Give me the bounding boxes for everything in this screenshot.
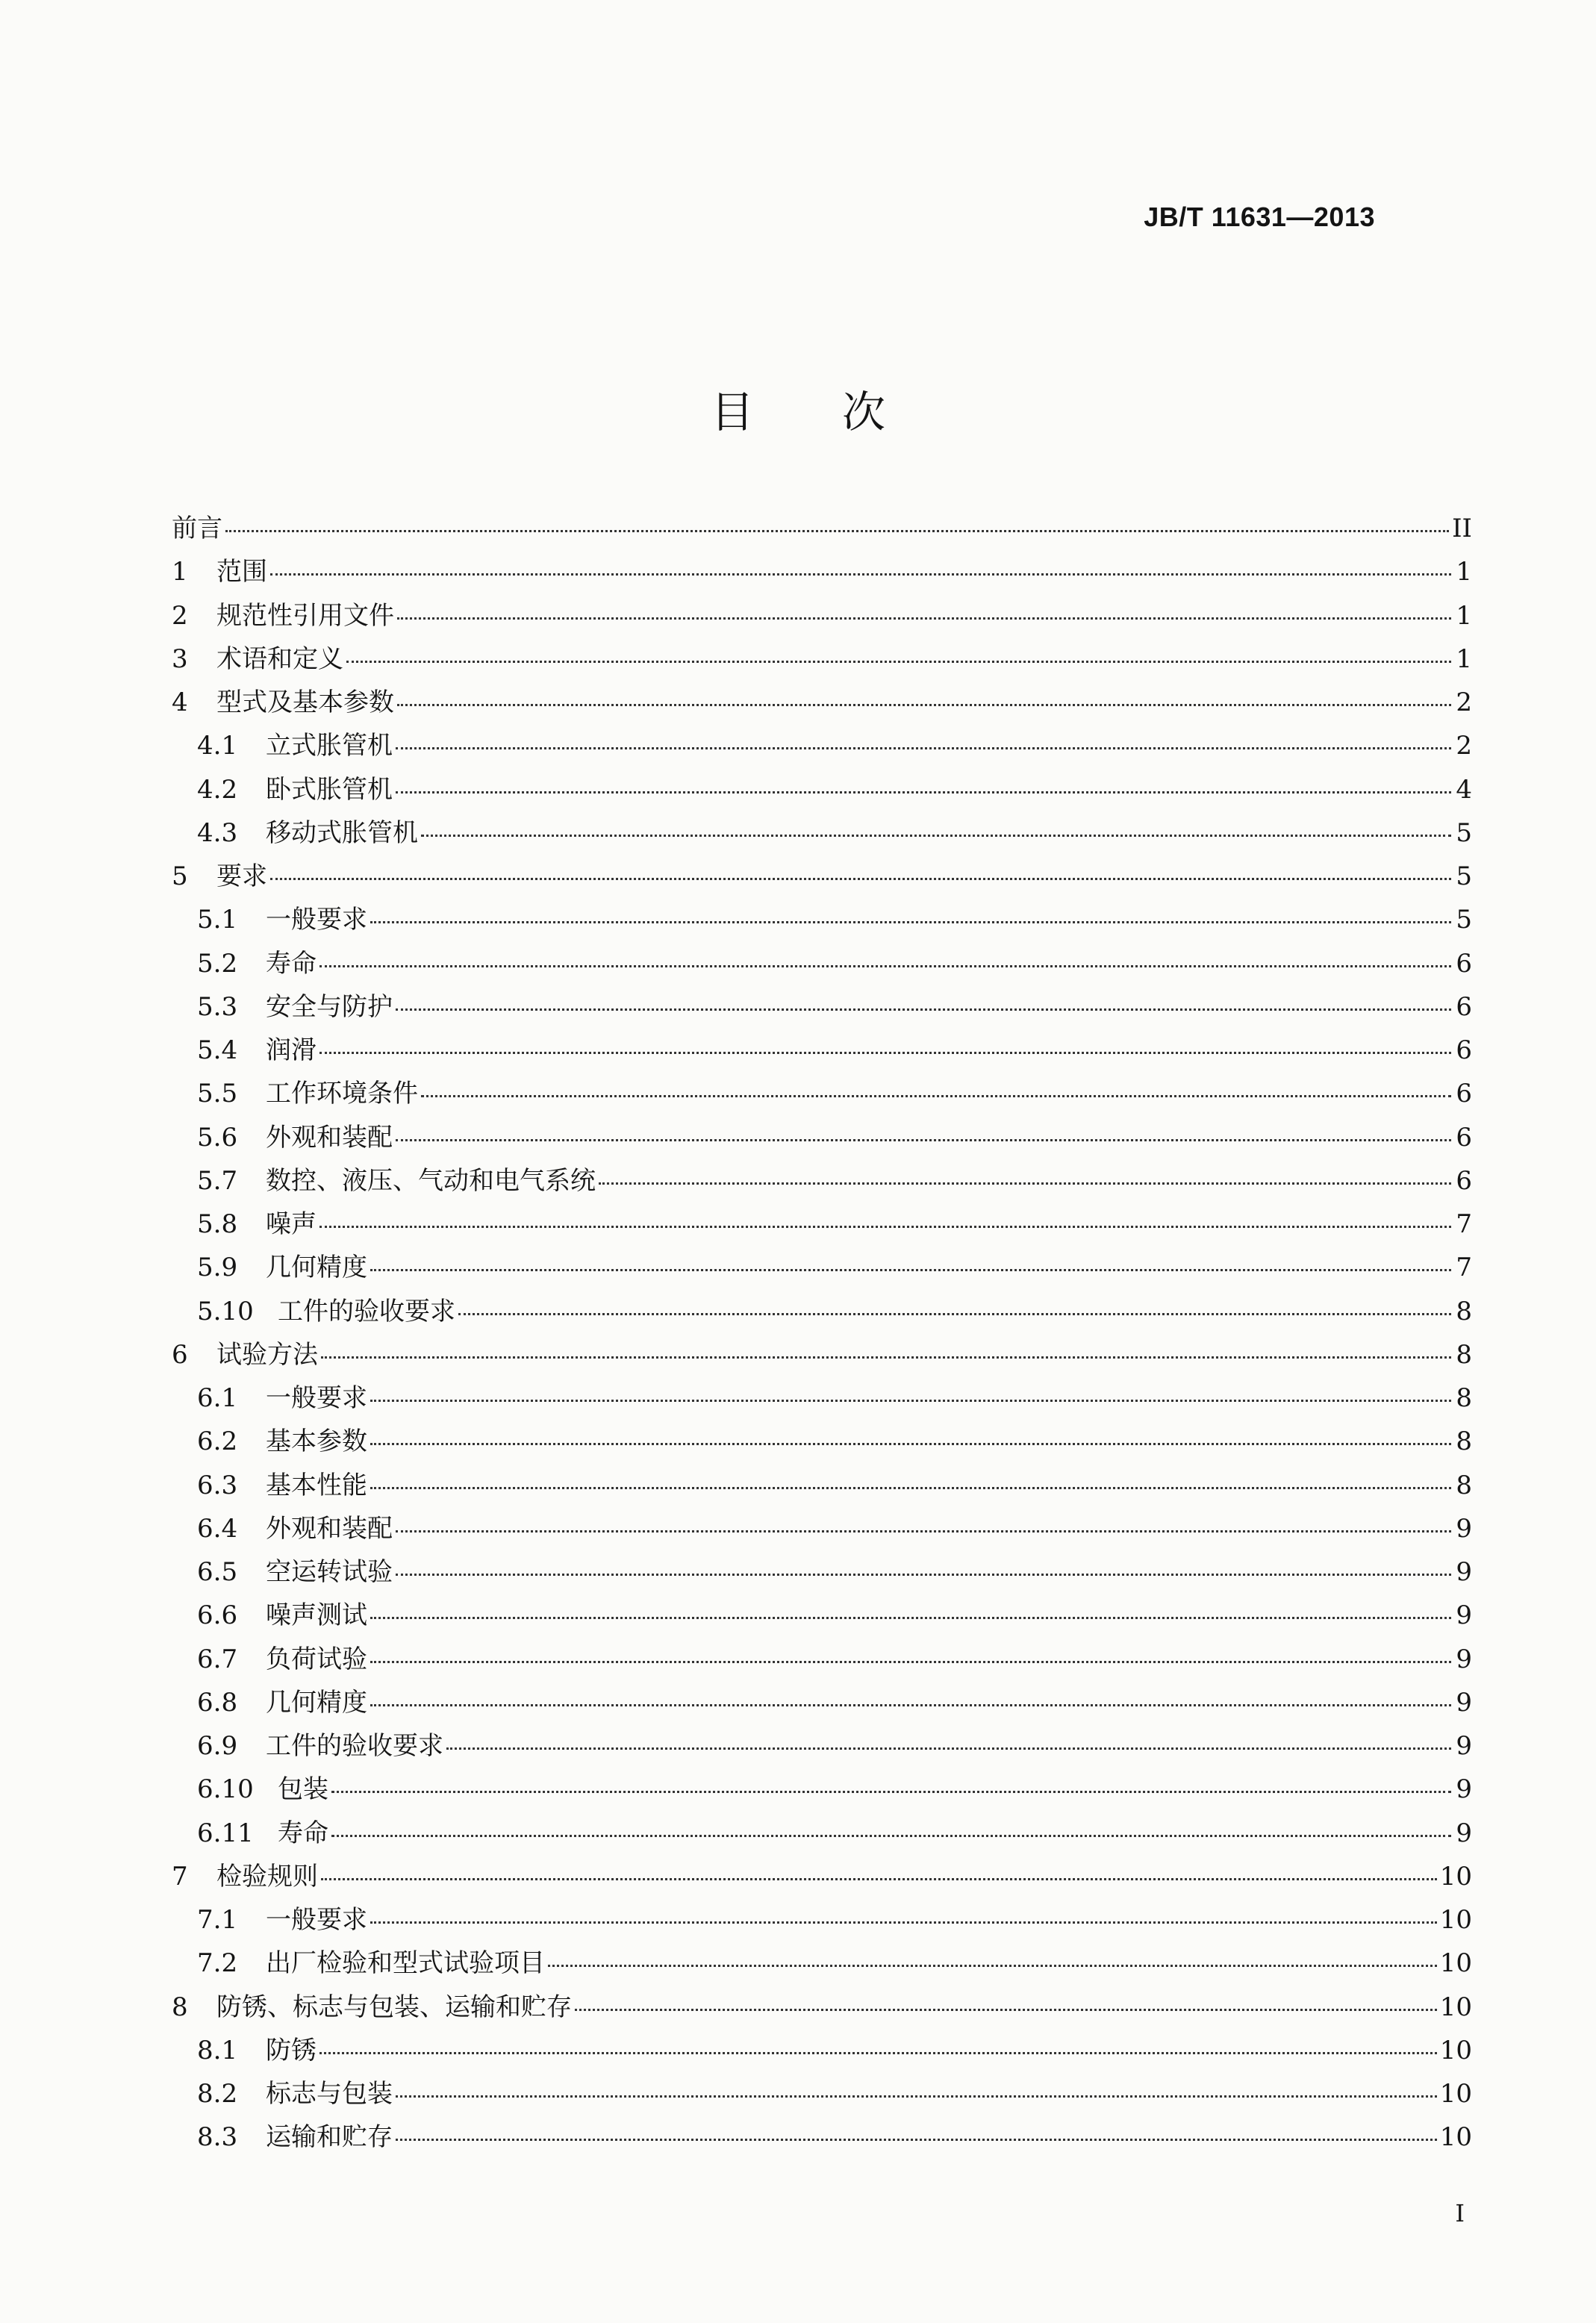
- toc-entry-title: 范围: [216, 557, 267, 587]
- dot-leader: [370, 1269, 1451, 1271]
- toc-entry-page: 10: [1439, 2035, 1472, 2065]
- toc-entry-number: 4.1: [197, 731, 238, 761]
- toc-entry-number: 6.5: [197, 1557, 238, 1587]
- dot-leader: [397, 704, 1451, 706]
- toc-entry-page: 8: [1456, 1383, 1472, 1413]
- toc-entry-number: 4.2: [197, 774, 238, 805]
- toc-entry-page: 2: [1456, 687, 1472, 717]
- toc-entry-page: 5: [1456, 905, 1472, 935]
- toc-entry-number: 5: [172, 861, 188, 891]
- toc-entry-title: 立式胀管机: [266, 731, 393, 761]
- toc-entry[interactable]: [172, 682, 1472, 725]
- toc-entry[interactable]: [172, 1073, 1472, 1116]
- toc-entry-page: 1: [1456, 557, 1472, 587]
- toc-entry[interactable]: [172, 1160, 1472, 1203]
- toc-entry[interactable]: [172, 1117, 1472, 1160]
- dot-leader: [396, 1008, 1451, 1011]
- toc-entry-title: 标志与包装: [266, 2079, 393, 2109]
- toc-entry-number: 4.3: [197, 817, 238, 848]
- toc-entry-number: 8: [172, 1992, 188, 2022]
- toc-entry-number: 5.5: [197, 1079, 238, 1109]
- dot-leader: [421, 835, 1451, 837]
- dot-leader: [599, 1182, 1451, 1185]
- toc-entry[interactable]: [172, 1334, 1472, 1377]
- toc-entry-title: 要求: [216, 861, 267, 891]
- toc-entry-title: 噪声: [266, 1209, 317, 1239]
- toc-entry-title: 数控、液压、气动和电气系统: [266, 1165, 596, 1196]
- toc-entry-page: 7: [1456, 1209, 1472, 1239]
- toc-entry-number: 5.6: [197, 1122, 238, 1153]
- dot-leader: [319, 2052, 1437, 2054]
- dot-leader: [396, 791, 1451, 793]
- toc-entry[interactable]: [172, 1942, 1472, 1986]
- dot-leader: [396, 747, 1451, 749]
- toc-entry[interactable]: [172, 1247, 1472, 1290]
- dot-leader: [270, 878, 1451, 880]
- toc-entry-title: 一般要求: [266, 905, 367, 935]
- toc-entry-number: 1: [172, 557, 188, 587]
- toc-entry-page: 4: [1456, 774, 1472, 805]
- toc-entry[interactable]: [172, 769, 1472, 812]
- toc-entry[interactable]: [172, 1203, 1472, 1247]
- toc-entry[interactable]: [172, 986, 1472, 1029]
- toc-entry[interactable]: [172, 1465, 1472, 1508]
- toc-entry-page: 8: [1456, 1426, 1472, 1457]
- toc-entry[interactable]: [172, 1986, 1472, 2030]
- dot-leader: [396, 1574, 1451, 1576]
- toc-entry-title: 工作环境条件: [266, 1079, 418, 1109]
- toc-entry-title: 防锈、标志与包装、运输和贮存: [216, 1992, 572, 2022]
- dot-leader: [370, 1443, 1451, 1445]
- toc-entry-number: 6.3: [197, 1470, 238, 1500]
- toc-entry-title: 试验方法: [216, 1339, 318, 1370]
- dot-leader: [370, 921, 1451, 923]
- dot-leader: [370, 1704, 1451, 1706]
- toc-entry-number: 5.4: [197, 1035, 238, 1065]
- dot-leader: [548, 1965, 1437, 1967]
- toc-entry-number: 5.7: [197, 1165, 238, 1196]
- toc-entry-title: 工件的验收要求: [278, 1296, 455, 1326]
- table-of-contents: [172, 508, 1472, 2160]
- dot-leader: [575, 2009, 1437, 2011]
- dot-leader: [458, 1313, 1451, 1315]
- dot-leader: [321, 1356, 1451, 1359]
- toc-entry[interactable]: [172, 1551, 1472, 1594]
- toc-entry-page: 6: [1456, 948, 1472, 979]
- toc-entry-page: 9: [1456, 1731, 1472, 1761]
- toc-entry-title: 一般要求: [266, 1905, 367, 1935]
- toc-entry-title: 卧式胀管机: [266, 774, 393, 805]
- toc-entry-title: 规范性引用文件: [216, 600, 394, 631]
- toc-entry-title: 运输和贮存: [266, 2122, 393, 2153]
- toc-entry-title: 出厂检验和型式试验项目: [266, 1948, 545, 1979]
- toc-entry[interactable]: [172, 508, 1472, 551]
- toc-entry-title: 负荷试验: [266, 1644, 367, 1674]
- toc-entry-page: 10: [1439, 1861, 1472, 1892]
- toc-entry-page: 1: [1456, 643, 1472, 674]
- toc-entry-title: 前言: [172, 514, 222, 543]
- toc-entry[interactable]: [172, 1899, 1472, 1942]
- toc-entry-number: 7: [172, 1861, 188, 1892]
- toc-entry-number: 5.10: [197, 1296, 254, 1326]
- dot-leader: [397, 617, 1451, 620]
- dot-leader: [346, 661, 1451, 663]
- standard-code: JB/T 11631—2013: [1144, 202, 1375, 232]
- toc-entry-title: 移动式胀管机: [266, 817, 418, 848]
- toc-entry[interactable]: [172, 595, 1472, 638]
- toc-entry[interactable]: [172, 2073, 1472, 2116]
- toc-entry[interactable]: [172, 725, 1472, 768]
- toc-entry-title: 基本参数: [266, 1426, 367, 1457]
- toc-entry-title: 包装: [278, 1774, 328, 1805]
- toc-entry[interactable]: [172, 1291, 1472, 1334]
- toc-entry-number: 5.2: [197, 948, 238, 979]
- toc-entry-page: 2: [1456, 731, 1472, 761]
- toc-entry-page: 8: [1456, 1296, 1472, 1326]
- toc-entry-number: 7.2: [197, 1948, 238, 1979]
- toc-entry[interactable]: [172, 2116, 1472, 2160]
- dot-leader: [396, 2095, 1437, 2098]
- toc-entry-title: 型式及基本参数: [216, 687, 394, 717]
- toc-entry-number: 6.4: [197, 1513, 238, 1544]
- toc-entry-number: 6.7: [197, 1644, 238, 1674]
- toc-entry-number: 4: [172, 687, 188, 717]
- toc-entry-page: 6: [1456, 1165, 1472, 1196]
- toc-entry-page: 5: [1456, 817, 1472, 848]
- toc-entry-page: 10: [1439, 1905, 1472, 1935]
- toc-entry-page: 6: [1456, 1079, 1472, 1109]
- toc-entry-title: 安全与防护: [266, 991, 393, 1022]
- toc-entry-page: 9: [1456, 1644, 1472, 1674]
- dot-leader: [319, 1226, 1451, 1228]
- dot-leader: [396, 2139, 1437, 2141]
- toc-entry-number: 6.2: [197, 1426, 238, 1457]
- toc-entry-page: 10: [1439, 2122, 1472, 2153]
- page-title: 目次: [710, 387, 973, 437]
- toc-entry-page: 1: [1456, 600, 1472, 631]
- toc-entry-page: 6: [1456, 1035, 1472, 1065]
- page-number: I: [1455, 2199, 1465, 2227]
- toc-entry-title: 润滑: [266, 1035, 317, 1065]
- toc-entry[interactable]: [172, 943, 1472, 986]
- toc-entry-number: 5.3: [197, 991, 238, 1022]
- dot-leader: [421, 1095, 1451, 1097]
- toc-entry-number: 8.3: [197, 2122, 238, 2153]
- dot-leader: [370, 1617, 1451, 1619]
- toc-entry-title: 几何精度: [266, 1687, 367, 1718]
- toc-entry-page: 10: [1439, 1948, 1472, 1979]
- toc-entry[interactable]: [172, 1856, 1472, 1899]
- toc-entry[interactable]: [172, 1682, 1472, 1725]
- toc-entry[interactable]: [172, 899, 1472, 942]
- toc-entry-title: 寿命: [266, 948, 317, 979]
- dot-leader: [396, 1530, 1451, 1532]
- toc-entry-number: 3: [172, 643, 188, 674]
- toc-entry-page: 9: [1456, 1557, 1472, 1587]
- toc-entry-title: 检验规则: [216, 1861, 318, 1892]
- toc-entry[interactable]: [172, 855, 1472, 899]
- toc-entry[interactable]: [172, 1377, 1472, 1421]
- toc-entry-page: 7: [1456, 1253, 1472, 1283]
- toc-entry-number: 2: [172, 600, 188, 631]
- toc-entry-page: 9: [1456, 1600, 1472, 1631]
- toc-entry[interactable]: [172, 1768, 1472, 1812]
- toc-entry-number: 7.1: [197, 1905, 238, 1935]
- toc-entry-number: 6.11: [197, 1818, 254, 1848]
- toc-entry-number: 6.10: [197, 1774, 254, 1805]
- toc-entry[interactable]: [172, 1725, 1472, 1768]
- toc-entry-number: 6: [172, 1339, 188, 1370]
- dot-leader: [225, 530, 1449, 532]
- toc-entry-title: 寿命: [278, 1818, 328, 1848]
- dot-leader: [370, 1400, 1451, 1402]
- toc-entry-title: 噪声测试: [266, 1600, 367, 1631]
- toc-entry[interactable]: [172, 2030, 1472, 2073]
- dot-leader: [370, 1661, 1451, 1663]
- toc-entry[interactable]: [172, 1638, 1472, 1682]
- dot-leader: [331, 1835, 1451, 1837]
- toc-entry-page: II: [1452, 514, 1472, 543]
- toc-entry[interactable]: [172, 1421, 1472, 1464]
- toc-entry-page: 9: [1456, 1774, 1472, 1805]
- toc-entry[interactable]: [172, 1029, 1472, 1073]
- toc-entry[interactable]: [172, 1812, 1472, 1856]
- dot-leader: [370, 1921, 1437, 1924]
- toc-entry-title: 基本性能: [266, 1470, 367, 1500]
- toc-entry-number: 8.1: [197, 2035, 238, 2065]
- toc-entry-page: 6: [1456, 1122, 1472, 1153]
- toc-entry-title: 空运转试验: [266, 1557, 393, 1587]
- toc-entry-page: 9: [1456, 1818, 1472, 1848]
- toc-entry-title: 外观和装配: [266, 1513, 393, 1544]
- toc-entry-page: 9: [1456, 1513, 1472, 1544]
- toc-entry-title: 几何精度: [266, 1253, 367, 1283]
- toc-entry-number: 8.2: [197, 2079, 238, 2109]
- toc-entry-number: 6.9: [197, 1731, 238, 1761]
- toc-entry[interactable]: [172, 1594, 1472, 1638]
- dot-leader: [321, 1878, 1437, 1880]
- toc-entry[interactable]: [172, 551, 1472, 594]
- toc-entry-page: 8: [1456, 1470, 1472, 1500]
- toc-entry-title: 外观和装配: [266, 1122, 393, 1153]
- dot-leader: [319, 1052, 1451, 1054]
- toc-entry-page: 8: [1456, 1339, 1472, 1370]
- toc-entry[interactable]: [172, 812, 1472, 855]
- toc-entry[interactable]: [172, 638, 1472, 682]
- dot-leader: [446, 1747, 1451, 1750]
- toc-entry-title: 防锈: [266, 2035, 317, 2065]
- toc-entry-page: 6: [1456, 991, 1472, 1022]
- toc-entry-page: 10: [1439, 2079, 1472, 2109]
- toc-entry-number: 5.8: [197, 1209, 238, 1239]
- toc-entry-title: 工件的验收要求: [266, 1731, 443, 1761]
- toc-entry-number: 6.8: [197, 1687, 238, 1718]
- toc-entry-number: 6.6: [197, 1600, 238, 1631]
- dot-leader: [319, 965, 1451, 967]
- toc-entry-title: 术语和定义: [216, 643, 343, 674]
- toc-entry-title: 一般要求: [266, 1383, 367, 1413]
- toc-entry-page: 9: [1456, 1687, 1472, 1718]
- dot-leader: [370, 1487, 1451, 1489]
- dot-leader: [270, 573, 1451, 576]
- toc-entry-page: 10: [1439, 1992, 1472, 2022]
- toc-entry[interactable]: [172, 1508, 1472, 1551]
- toc-entry-page: 5: [1456, 861, 1472, 891]
- toc-entry-number: 5.1: [197, 905, 238, 935]
- toc-entry-number: 6.1: [197, 1383, 238, 1413]
- dot-leader: [396, 1139, 1451, 1141]
- dot-leader: [331, 1791, 1451, 1793]
- toc-entry-number: 5.9: [197, 1253, 238, 1283]
